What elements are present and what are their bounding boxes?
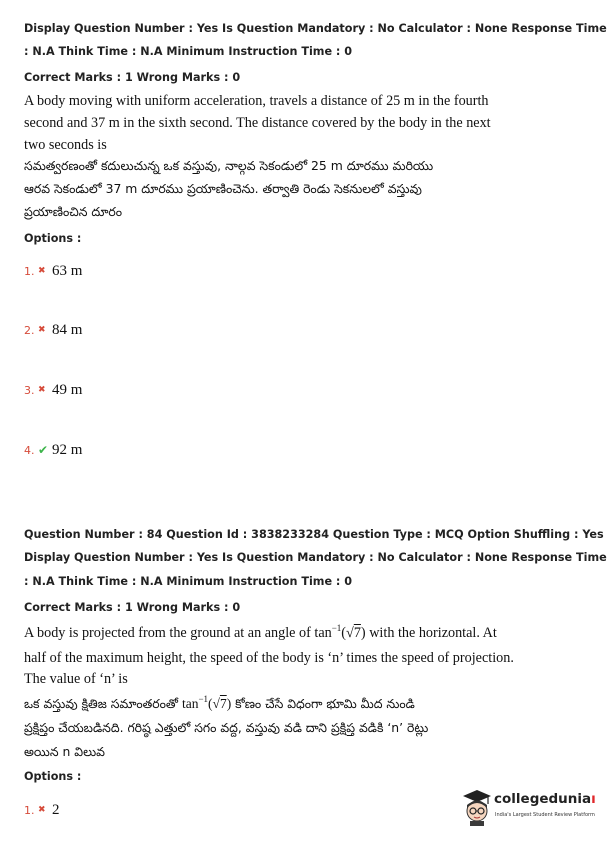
option-item[interactable] [24, 320, 82, 340]
question-text-line [24, 623, 497, 642]
math-expression: $\tan^{-1}(√7)$ [181, 694, 232, 711]
meta-question-line: Question Number : 84 Question Id : 3838233284 Question Type : MCQ Option Shuffling : Yes [24, 528, 604, 541]
option-item[interactable] [24, 261, 82, 281]
math-argument: 7 [353, 625, 361, 641]
cross-icon: ✖ [38, 805, 46, 815]
cross-icon: ✖ [38, 385, 46, 395]
question-text-line: two seconds is [24, 137, 107, 153]
math-function: tan [314, 625, 332, 641]
question-telugu-line: ఆరవ సెకండులో 37 m దూరము ప్రయాణించెను. తర్వాతి రెండు సెకనులలో వస్తువు [24, 181, 422, 196]
marks-line: Correct Marks : 1 Wrong Marks : 0 [24, 601, 241, 614]
options-label: Options : [24, 232, 82, 245]
option-item[interactable] [24, 380, 82, 400]
question-telugu-line [24, 694, 415, 714]
collegedunia-logo [462, 786, 596, 830]
logo-tagline: India's Largest Student Review Platform [495, 812, 595, 818]
option-number: 2. [24, 323, 35, 337]
option-item[interactable] [24, 800, 60, 820]
option-text: 2 [52, 801, 60, 818]
marks-line: Correct Marks : 1 Wrong Marks : 0 [24, 71, 241, 84]
option-number: 1. [24, 264, 35, 278]
cross-icon: ✖ [38, 325, 46, 335]
meta-display-line: Display Question Number : Yes Is Question Mandatory : No Calculator : None Response Time [24, 551, 607, 564]
question-telugu-line: ప్రయాణించిన దూరం [24, 204, 123, 219]
question-text-line: half of the maximum height, the speed of the body is ‘n’ times the speed of projection. [24, 650, 514, 666]
meta-time-line: : N.A Think Time : N.A Minimum Instruction Time : 0 [24, 575, 353, 588]
math-superscript: −1 [331, 623, 342, 633]
meta-display-line: Display Question Number : Yes Is Question Mandatory : No Calculator : None Response Time [24, 22, 607, 35]
question-text-part: with the horizontal. At [365, 625, 497, 641]
question-text-line: A body moving with uniform acceleration, travels a distance of 25 m in the fourth [24, 93, 489, 109]
option-text: 63 m [52, 262, 83, 279]
options-label: Options : [24, 770, 82, 783]
question-text-line: second and 37 m in the sixth second. The distance covered by the body in the next [24, 115, 491, 131]
math-argument: 7 [219, 696, 227, 711]
option-item[interactable] [24, 440, 82, 460]
logo-name: collegedunia [494, 791, 592, 807]
math-superscript: −1 [198, 694, 209, 704]
question-telugu-line: ప్రక్షిప్తం చేయబడినది. గరిష్ఠ ఎత్తులో సగం వద్ద, వస్తువు వడి దాని ప్రక్షిప్త వడికి ‘n’ రెట్లు [24, 720, 429, 735]
option-number: 4. [24, 443, 35, 457]
math-function: tan [181, 696, 199, 711]
question-telugu-part: కోణం చేసే విధంగా భూమి మీద నుండి [231, 696, 415, 711]
option-number: 3. [24, 383, 35, 397]
question-telugu-line: సమత్వరణంతో కదులుచున్న ఒక వస్తువు, నాల్గవ సెకండులో 25 m దూరము మరియు [24, 158, 434, 173]
option-text: 84 m [52, 321, 83, 338]
option-text: 49 m [52, 381, 83, 398]
option-number: 1. [24, 803, 35, 817]
question-telugu-line: అయిన n విలువ [24, 744, 105, 759]
logo-wordmark: collegeduniaı [494, 791, 596, 807]
option-text: 92 m [52, 441, 83, 458]
math-expression: $\tan^{-1}(√7)$ [314, 623, 366, 641]
cross-icon: ✖ [38, 266, 46, 276]
question-text-line: The value of ‘n’ is [24, 671, 128, 687]
question-telugu-part: ఒక వస్తువు క్షితిజ సమాంతరంతో [24, 696, 182, 711]
check-icon: ✔ [38, 443, 49, 457]
meta-time-line: : N.A Think Time : N.A Minimum Instruction Time : 0 [24, 45, 353, 58]
question-text-part: A body is projected from the ground at an angle of [24, 625, 315, 641]
graduate-mascot-icon [462, 788, 492, 826]
